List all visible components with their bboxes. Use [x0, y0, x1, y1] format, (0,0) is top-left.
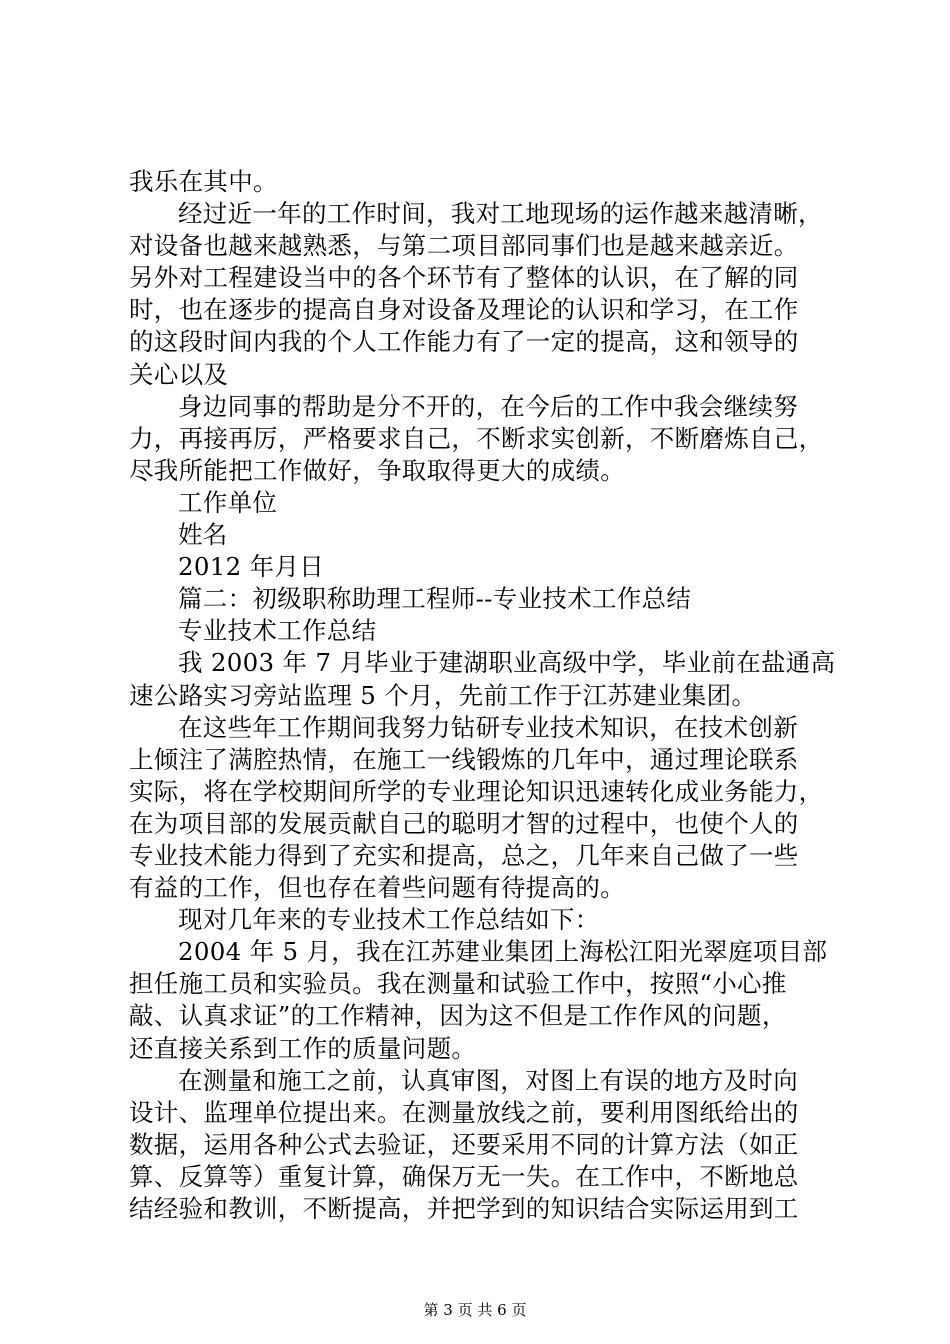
text-line: 在这些年工作期间我努力钻研专业技术知识，在技术创新 — [178, 712, 798, 742]
text-line: 尽我所能把工作做好，争取取得更大的成绩。 — [129, 455, 625, 485]
text-line: 有益的工作，但也存在着些问题有待提高的。 — [129, 873, 625, 903]
text-line: 我乐在其中。 — [129, 167, 278, 196]
text-line: 身边同事的帮助是分不开的，在今后的工作中我会继续努 — [178, 391, 798, 421]
text-line: 上倾注了满腔热情，在施工一线锻炼的几年中，通过理论联系 — [129, 744, 799, 774]
text-line: 设计、监理单位提出来。在测量放线之前，要利用图纸给出的 — [129, 1097, 799, 1127]
text-line: 算、反算等）重复计算，确保万无一失。在工作中，不断地总 — [129, 1161, 799, 1191]
text-line: 力，再接再厉，严格要求自己，不断求实创新，不断磨炼自己， — [129, 423, 824, 453]
text-line: 另外对工程建设当中的各个环节有了整体的认识，在了解的同 — [129, 263, 799, 293]
text-line: 在为项目部的发展贡献自己的聪明才智的过程中，也使个人的 — [129, 808, 799, 838]
text-line: 2004 年 5 月，我在江苏建业集团上海松江阳光翠庭项目部 — [178, 937, 828, 967]
text-line: 的这段时间内我的个人工作能力有了一定的提高，这和领导的 — [129, 327, 799, 357]
text-line: 还直接关系到工作的质量问题。 — [129, 1033, 477, 1063]
text-line: 工作单位 — [178, 487, 278, 517]
text-line: 对设备也越来越熟悉，与第二项目部同事们也是越来越亲近。 — [129, 231, 799, 261]
text-line: 实际，将在学校期间所学的专业理论知识迅速转化成业务能力， — [129, 776, 824, 806]
text-line: 结经验和教训，不断提高，并把学到的知识结合实际运用到工 — [129, 1194, 799, 1223]
text-line: 2012 年月日 — [178, 552, 325, 582]
text-line: 经过近一年的工作时间，我对工地现场的运作越来越清晰， — [178, 199, 823, 229]
text-line: 专业技术能力得到了充实和提高，总之，几年来自己做了一些 — [129, 840, 799, 870]
text-line: 篇二：初级职称助理工程师--专业技术工作总结 — [178, 584, 692, 614]
text-line: 专业技术工作总结 — [178, 616, 377, 646]
text-line: 担任施工员和实验员。我在测量和试验工作中，按照“小心推 — [129, 969, 787, 999]
text-line: 在测量和施工之前，认真审图，对图上有误的地方及时向 — [178, 1065, 798, 1095]
text-line: 数据，运用各种公式去验证，还要采用不同的计算方法（如正 — [129, 1129, 799, 1159]
text-line: 关心以及 — [129, 359, 229, 389]
text-line: 我 2003 年 7 月毕业于建湖职业高级中学，毕业前在盐通高 — [178, 648, 836, 678]
page-footer: 第 3 页 共 6 页 — [423, 1301, 527, 1319]
document-body — [129, 166, 836, 1225]
text-line: 敲、认真求证”的工作精神，因为这不但是工作作风的问题， — [129, 1001, 787, 1031]
text-line: 姓名 — [178, 520, 228, 550]
text-line: 时，也在逐步的提高自身对设备及理论的认识和学习，在工作 — [129, 295, 799, 325]
text-line: 现对几年来的专业技术工作总结如下： — [178, 905, 600, 935]
text-line: 速公路实习旁站监理 5 个月，先前工作于江苏建业集团。 — [129, 680, 757, 710]
